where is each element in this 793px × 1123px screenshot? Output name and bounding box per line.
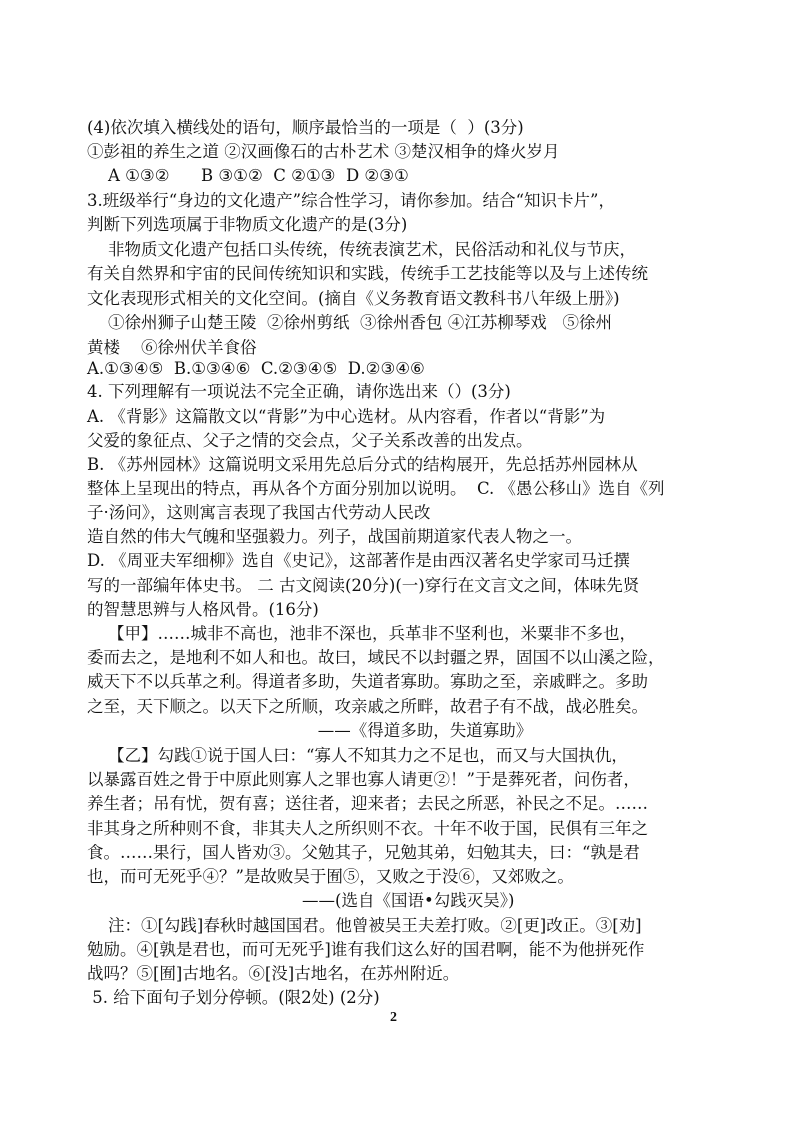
text-line: 注：①[勾践]春秋时越国国君。他曾被吴王夫差打败。②[更]改正。③[劝]	[87, 916, 642, 935]
text-line: 之至，天下顺之。以天下之所顺，攻亲戚之所畔，故君子有不战，战必胜矣。	[87, 697, 648, 716]
text-line: A.①③④⑤ B.①③④⑥ C.②③④⑤ D.②③④⑥	[87, 359, 425, 378]
text-line: A. 《背影》这篇散文以“背影”为中心选材。从内容看，作者以“背影”为	[87, 407, 606, 426]
text-line: 食。……果行，国人皆劝③。父勉其子，兄勉其弟，妇勉其夫，曰：“孰是君	[87, 843, 640, 862]
text-line: 委而去之，是地利不如人和也。故曰，域民不以封疆之界，固国不以山溪之险，	[87, 648, 665, 667]
text-line: 【乙】勾践①说于国人曰：“寡人不知其力之不足也，而又与大国执仇，	[87, 746, 628, 765]
text-line: 写的一部编年体史书。 二 古文阅读(20分)(一)穿行在文言文之间，体味先贤	[87, 576, 640, 595]
text-line: 黄楼 ⑥徐州伏羊食俗	[87, 338, 257, 357]
text-line: 也，而可无死乎④？”是故败吴于囿⑤，又败之于没⑥，又郊败之。	[87, 867, 574, 886]
text-line: 4. 下列理解有一项说法不完全正确，请你选出来（）(3分)	[87, 382, 511, 401]
text-line: ——(选自《国语•勾践灭吴》)	[87, 891, 515, 910]
text-line: 有关自然界和宇宙的民间传统知识和实践，传统手工艺技能等以及与上述传统	[87, 264, 648, 283]
text-line: B. 《苏州园林》这篇说明文采用先总后分式的结构展开，先总括苏州园林从	[87, 455, 638, 474]
text-line: (4)依次填入横线处的语句，顺序最恰当的一项是（ ）(3分)	[87, 118, 524, 137]
text-line: 以暴露百姓之骨于中原此则寡人之罪也寡人请更②！”于是葬死者，问伤者，	[87, 770, 640, 789]
text-line: 威天下不以兵革之利。得道者多助，失道者寡助。寡助之至，亲戚畔之。多助	[87, 672, 648, 691]
text-line: 非物质文化遗产包括口头传统，传统表演艺术，民俗活动和礼仪与节庆，	[87, 240, 636, 259]
text-line: D. 《周亚夫军细柳》选自《史记》，这部著作是由西汉著名史学家司马迁撰	[87, 551, 630, 570]
text-line: 文化表现形式相关的文化空间。(摘自《义务教育语文教科书八年级上册》)	[87, 289, 620, 308]
text-line: 判断下列选项属于非物质文化遗产的是(3分)	[87, 215, 408, 234]
text-line: ①彭祖的养生之道 ②汉画像石的古朴艺术 ③楚汉相争的烽火岁月	[87, 142, 560, 161]
text-line: 战吗？⑤[囿]古地名。⑥[没]古地名，在苏州附近。	[87, 964, 460, 983]
text-line: 非其身之所种则不食，非其夫人之所织则不衣。十年不收于国，民俱有三年之	[87, 819, 648, 838]
text-line: 造自然的伟大气魄和坚强毅力。列子，战国前期道家代表人物之一。	[87, 527, 582, 546]
text-line: 5. 给下面句子划分停顿。(限2处) (2分)	[87, 988, 380, 1007]
text-line: 整体上呈现出的特点，再从各个方面分别加以说明。 C. 《愚公移山》选自《列	[87, 479, 665, 498]
text-line: ①徐州狮子山楚王陵 ②徐州剪纸 ③徐州香包 ④江苏柳琴戏 ⑤徐州	[87, 313, 612, 332]
text-line: 勉励。④[孰是君也，而可无死乎]谁有我们这么好的国君啊，能不为他拼死作	[87, 940, 645, 959]
text-line: 子·汤问》，这则寓言表现了我国古代劳动人民改	[87, 503, 431, 522]
text-line: ——《得道多助，失道寡助》	[87, 721, 533, 740]
text-line: 【甲】……城非不高也，池非不深也，兵革非不坚利也，米粟非不多也，	[87, 624, 636, 643]
text-line: A ①③② B ③①② C ②①③ D ②③①	[87, 166, 409, 185]
page-number: 2	[390, 1010, 397, 1025]
text-line: 养生者；吊有忧，贺有喜；送往者，迎来者；去民之所恶，补民之不足。……	[87, 794, 648, 813]
text-line: 父爱的象征点、父子之情的交会点，父子关系改善的出发点。	[87, 431, 533, 450]
text-line: 3.班级举行“身边的文化遗产”综合性学习，请你参加。结合“知识卡片”，	[87, 191, 615, 210]
text-line: 的智慧思辨与人格风骨。(16分)	[87, 600, 319, 619]
